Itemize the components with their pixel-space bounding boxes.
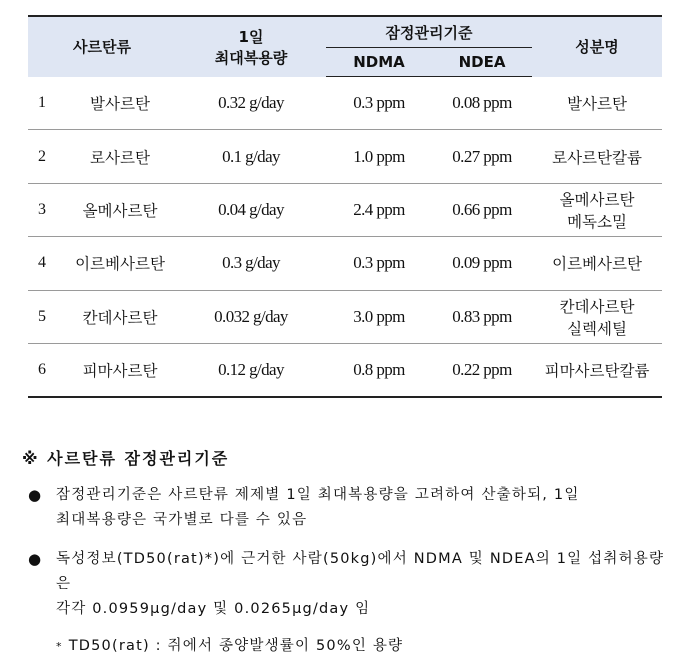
- ingredient-line1: 칸데사르탄: [559, 297, 635, 316]
- table-row: [28, 130, 662, 183]
- max-daily-dose: 0.32 g/day: [176, 77, 326, 130]
- ingredient-line1: 피마사르탄칼륨: [544, 362, 650, 381]
- sartan-name: 발사르탄: [64, 77, 176, 130]
- ndea-limit: 0.08 ppm: [432, 77, 532, 130]
- row-number: 6: [28, 343, 64, 397]
- ndea-limit: 0.83 ppm: [432, 290, 532, 343]
- sartan-standards-table-wrap: [28, 15, 662, 398]
- row-number: 5: [28, 290, 64, 343]
- ingredient-name: [532, 343, 662, 397]
- sartan-name: 칸데사르탄: [64, 290, 176, 343]
- table-row: [28, 290, 662, 343]
- ingredient-name: [532, 77, 662, 130]
- ndma-limit: 2.4 ppm: [326, 183, 432, 236]
- ingredient-line1: 로사르탄칼륨: [552, 148, 642, 167]
- ndma-limit: 3.0 ppm: [326, 290, 432, 343]
- ndea-limit: 0.66 ppm: [432, 183, 532, 236]
- table-row: [28, 237, 662, 290]
- sartan-name: 올메사르탄: [64, 183, 176, 236]
- header-dose-line2: 최대복용량: [214, 48, 288, 67]
- ingredient-name: [532, 237, 662, 290]
- row-number: 1: [28, 77, 64, 130]
- row-number: 2: [28, 130, 64, 183]
- table-row: [28, 343, 662, 397]
- bullet-dot-icon: ●: [28, 486, 43, 504]
- bullet-dot-icon: ●: [28, 550, 43, 568]
- sartan-standards-table: [28, 15, 662, 398]
- ingredient-line1: 올메사르탄: [559, 190, 635, 209]
- ingredient-name: [532, 130, 662, 183]
- max-daily-dose: 0.12 g/day: [176, 343, 326, 397]
- header-ingredient: 성분명: [532, 16, 662, 77]
- row-number: 3: [28, 183, 64, 236]
- ingredient-line2: 실렉세틸: [567, 319, 627, 338]
- sartan-name: 피마사르탄: [64, 343, 176, 397]
- note-bullet-1: [22, 483, 672, 533]
- ndma-limit: 0.8 ppm: [326, 343, 432, 397]
- ndea-limit: 0.27 ppm: [432, 130, 532, 183]
- max-daily-dose: 0.04 g/day: [176, 183, 326, 236]
- notes-title: ※ 사르탄류 잠정관리기준: [22, 449, 230, 468]
- header-ndea: NDEA: [432, 48, 532, 77]
- ingredient-line2: 메독소밀: [567, 212, 627, 231]
- max-daily-dose: 0.3 g/day: [176, 237, 326, 290]
- note-bullet-2: [22, 547, 672, 622]
- footnote: [22, 634, 672, 655]
- footnote-text: TD50(rat) : 쥐에서 종양발생률이 50%인 용량: [68, 638, 404, 654]
- note-bullet-1-line1: 잠정관리기준은 사르탄류 제제별 1일 최대복용량을 고려하여 산출하되, 1일: [56, 487, 580, 503]
- row-number: 4: [28, 237, 64, 290]
- header-max-daily-dose: [176, 16, 326, 77]
- ingredient-line1: 발사르탄: [567, 94, 627, 113]
- sartan-name: 로사르탄: [64, 130, 176, 183]
- ndma-limit: 0.3 ppm: [326, 77, 432, 130]
- ndea-limit: 0.09 ppm: [432, 237, 532, 290]
- ingredient-name: [532, 183, 662, 236]
- ndea-limit: 0.22 ppm: [432, 343, 532, 397]
- header-ndma: NDMA: [326, 48, 432, 77]
- header-dose-line1: 1일: [238, 27, 264, 46]
- header-sartan: 사르탄류: [28, 16, 176, 77]
- note-bullet-2-line2: 각각 0.0959μg/day 및 0.0265μg/day 임: [56, 601, 371, 617]
- max-daily-dose: 0.1 g/day: [176, 130, 326, 183]
- note-bullet-1-line2: 최대복용량은 국가별로 다를 수 있음: [56, 512, 308, 528]
- ingredient-name: [532, 290, 662, 343]
- sartan-name: 이르베사르탄: [64, 237, 176, 290]
- header-provisional-standard: 잠정관리기준: [326, 16, 532, 48]
- note-bullet-2-line1: 독성정보(TD50(rat)*)에 근거한 사람(50kg)에서 NDMA 및 NDEA의 1일 섭취허용량은: [56, 551, 665, 592]
- footnote-star: *: [56, 640, 63, 653]
- ingredient-line1: 이르베사르탄: [552, 255, 642, 274]
- ndma-limit: 1.0 ppm: [326, 130, 432, 183]
- table-row: [28, 183, 662, 236]
- max-daily-dose: 0.032 g/day: [176, 290, 326, 343]
- notes-section: [22, 446, 672, 655]
- ndma-limit: 0.3 ppm: [326, 237, 432, 290]
- table-row: [28, 77, 662, 130]
